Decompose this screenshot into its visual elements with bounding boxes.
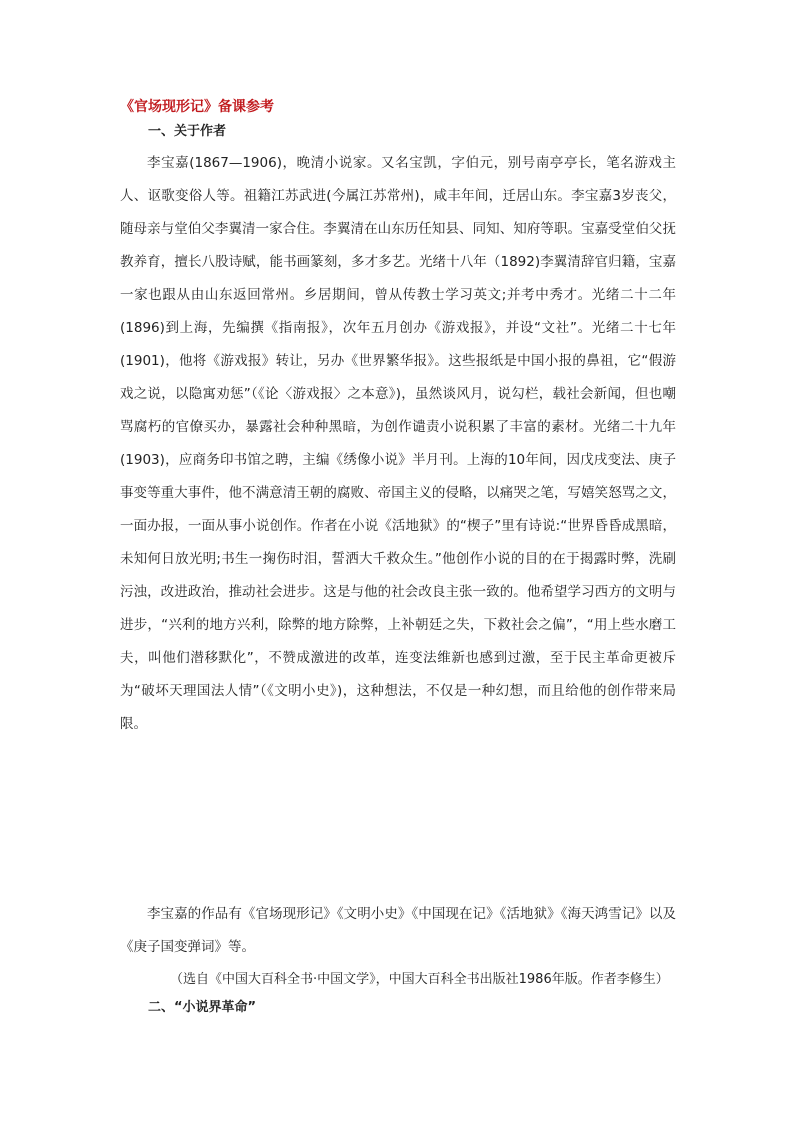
section-heading-about-author: 一、关于作者	[148, 124, 227, 139]
document-title: 《官场现形记》备课参考	[120, 99, 274, 115]
paragraph-author-works: 李宝嘉的作品有《官场现形记》《文明小史》《中国现在记》《活地狱》《海天鸿雪记》以及《庚子国变弹词》等。	[120, 906, 676, 955]
source-citation: （选自《中国大百科全书·中国文学》，中国大百科全书出版社1986年版。作者李修生）	[170, 972, 669, 987]
section-heading-novel-revolution: 二、“小说界革命”	[148, 1000, 257, 1015]
paragraph-author-biography: 李宝嘉(1867—1906)，晚清小说家。又名宝凯，字伯元，别号南亭亭长，笔名游戏主人、讴歌变俗人等。祖籍江苏武进(今属江苏常州)，咸丰年间，迁居山东。李宝嘉3岁丧父，随母亲与堂伯父李翼清一家合住。李翼清在山东历任知县、同知、知府等职。宝嘉受堂伯父抚教养育，擅长八股诗赋，能书画篆刻，多才多艺。光绪十八年（1892)李翼清辞官归籍，宝嘉一家也跟从由山东返回常州。乡居期间，曾从传教士学习英文;并考中秀才。光绪二十二年(1896)到上海，先编撰《指南报》，次年五月创办《游戏报》，并设“文社”。光绪二十七年(1901)，他将《游戏报》转让，另办《世界繁华报》。这些报纸是中国小报的鼻祖，它“假游戏之说，以隐寓劝惩”（《论〈游戏报〉之本意》)，虽然谈风月，说勾栏，载社会新闻，但也嘲骂腐朽的官僚买办，暴露社会种种黑暗，为创作谴责小说积累了丰富的素材。光绪二十九年(1903)，应商务印书馆之聘，主编《绣像小说》半月刊。上海的10年间，因戊戌变法、庚子事变等重大事件，他不满意清王朝的腐败、帝国主义的侵略，以痛哭之笔，写嬉笑怒骂之文，一面办报，一面从事小说创作。作者在小说《活地狱》的“楔子”里有诗说:“世界昏昏成黑暗，未知何日放光明;书生一掬伤时泪，誓洒大千救众生。”他创作小说的目的在于揭露时弊，洗刷污浊，改进政治，推动社会进步。这是与他的社会改良主张一致的。他希望学习西方的文明与进步，“兴利的地方兴利，除弊的地方除弊，上补朝廷之失，下救社会之偏”，“用上些水磨工夫，叫他们潜移默化”，不赞成激进的改革，连变法维新也感到过激，至于民主革命更被斥为“破坏天理国法人情”（《文明小史》)，这种想法，不仅是一种幻想，而且给他的创作带来局限。	[120, 155, 676, 732]
